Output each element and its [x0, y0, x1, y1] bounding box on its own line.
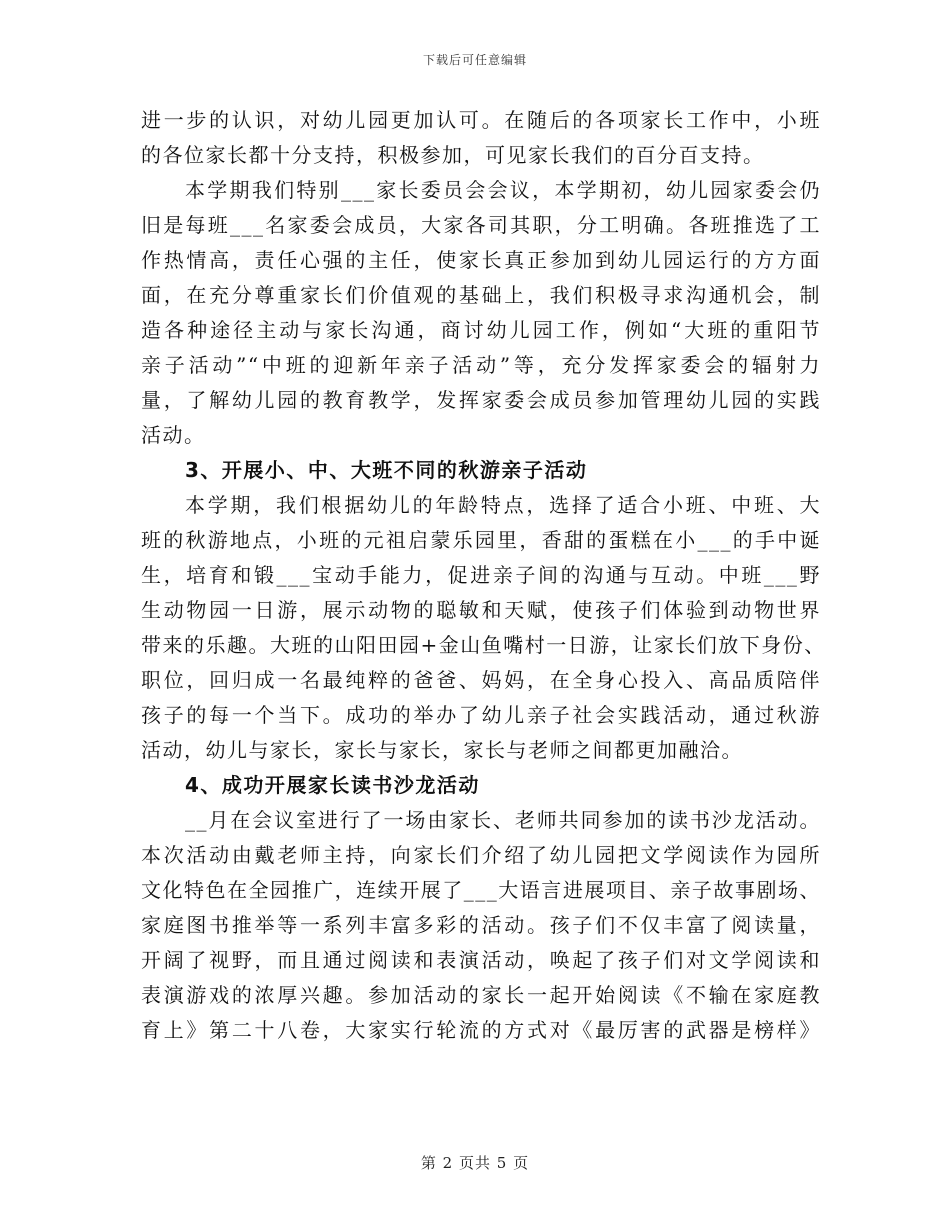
paragraph-line: 生，培育和锻___宝动手能力，促进亲子间的沟通与互动。中班___野 — [141, 563, 821, 587]
paragraph-line: __月在会议室进行了一场由家长、老师共同参加的读书沙龙活动。 — [185, 808, 821, 832]
paragraph-line: 表演游戏的浓厚兴趣。参加活动的家长一起开始阅读《不输在家庭教 — [141, 983, 821, 1007]
paragraph-line: 育上》第二十八卷，大家实行轮流的方式对《最厉害的武器是榜样》 — [141, 1018, 821, 1042]
page-header: 下载后可任意编辑 — [422, 53, 527, 67]
page-footer: 第 2 页共 5 页 — [420, 1154, 530, 1172]
paragraph-line: 开阔了视野，而且通过阅读和表演活动，唤起了孩子们对文学阅读和 — [141, 948, 821, 972]
paragraph-line: 造各种途径主动与家长沟通，商讨幼儿园工作，例如“大班的重阳节 — [141, 318, 821, 342]
paragraph-line: 旧是每班___名家委会成员，大家各司其职，分工明确。各班推选了工 — [141, 213, 821, 237]
paragraph-line: 家庭图书推举等一系列丰富多彩的活动。孩子们不仅丰富了阅读量， — [141, 913, 821, 937]
paragraph-line: 量，了解幼儿园的教育教学，发挥家委会成员参加管理幼儿园的实践 — [141, 388, 821, 412]
paragraph-line: 活动。 — [141, 423, 206, 447]
paragraph-line: 孩子的每一个当下。成功的举办了幼儿亲子社会实践活动，通过秋游 — [141, 703, 821, 727]
document-body — [141, 103, 826, 1048]
paragraph-line: 进一步的认识，对幼儿园更加认可。在随后的各项家长工作中，小班 — [141, 108, 821, 132]
paragraph-line: 本学期，我们根据幼儿的年龄特点，选择了适合小班、中班、大 — [185, 493, 821, 517]
paragraph-line: 职位，回归成一名最纯粹的爸爸、妈妈，在全身心投入、高品质陪伴 — [141, 668, 821, 692]
paragraph-line: 活动，幼儿与家长，家长与家长，家长与老师之间都更加融洽。 — [141, 738, 743, 762]
paragraph-line: 亲子活动”“中班的迎新年亲子活动”等，充分发挥家委会的辐射力 — [141, 353, 821, 377]
paragraph-line: 本次活动由戴老师主持，向家长们介绍了幼儿园把文学阅读作为园所 — [141, 843, 821, 867]
paragraph-line: 作热情高，责任心强的主任，使家长真正参加到幼儿园运行的方方面 — [141, 248, 821, 272]
paragraph-line: 面，在充分尊重家长们价值观的基础上，我们积极寻求沟通机会，制 — [141, 283, 821, 307]
section-heading-4: 4、成功开展家长读书沙龙活动 — [185, 773, 480, 797]
paragraph-line: 带来的乐趣。大班的山阳田园+金山鱼嘴村一日游，让家长们放下身份、 — [141, 633, 826, 657]
paragraph-line: 生动物园一日游，展示动物的聪敏和天赋，使孩子们体验到动物世界 — [141, 598, 821, 622]
paragraph-line: 班的秋游地点，小班的元祖启蒙乐园里，香甜的蛋糕在小___的手中诞 — [141, 528, 821, 552]
section-heading-3: 3、开展小、中、大班不同的秋游亲子活动 — [185, 458, 588, 482]
paragraph-line: 本学期我们特别___家长委员会会议，本学期初，幼儿园家委会仍 — [185, 178, 821, 202]
paragraph-line: 文化特色在全园推广，连续开展了___大语言进展项目、亲子故事剧场、 — [141, 878, 821, 902]
paragraph-line: 的各位家长都十分支持，积极参加，可见家长我们的百分百支持。 — [141, 143, 765, 167]
